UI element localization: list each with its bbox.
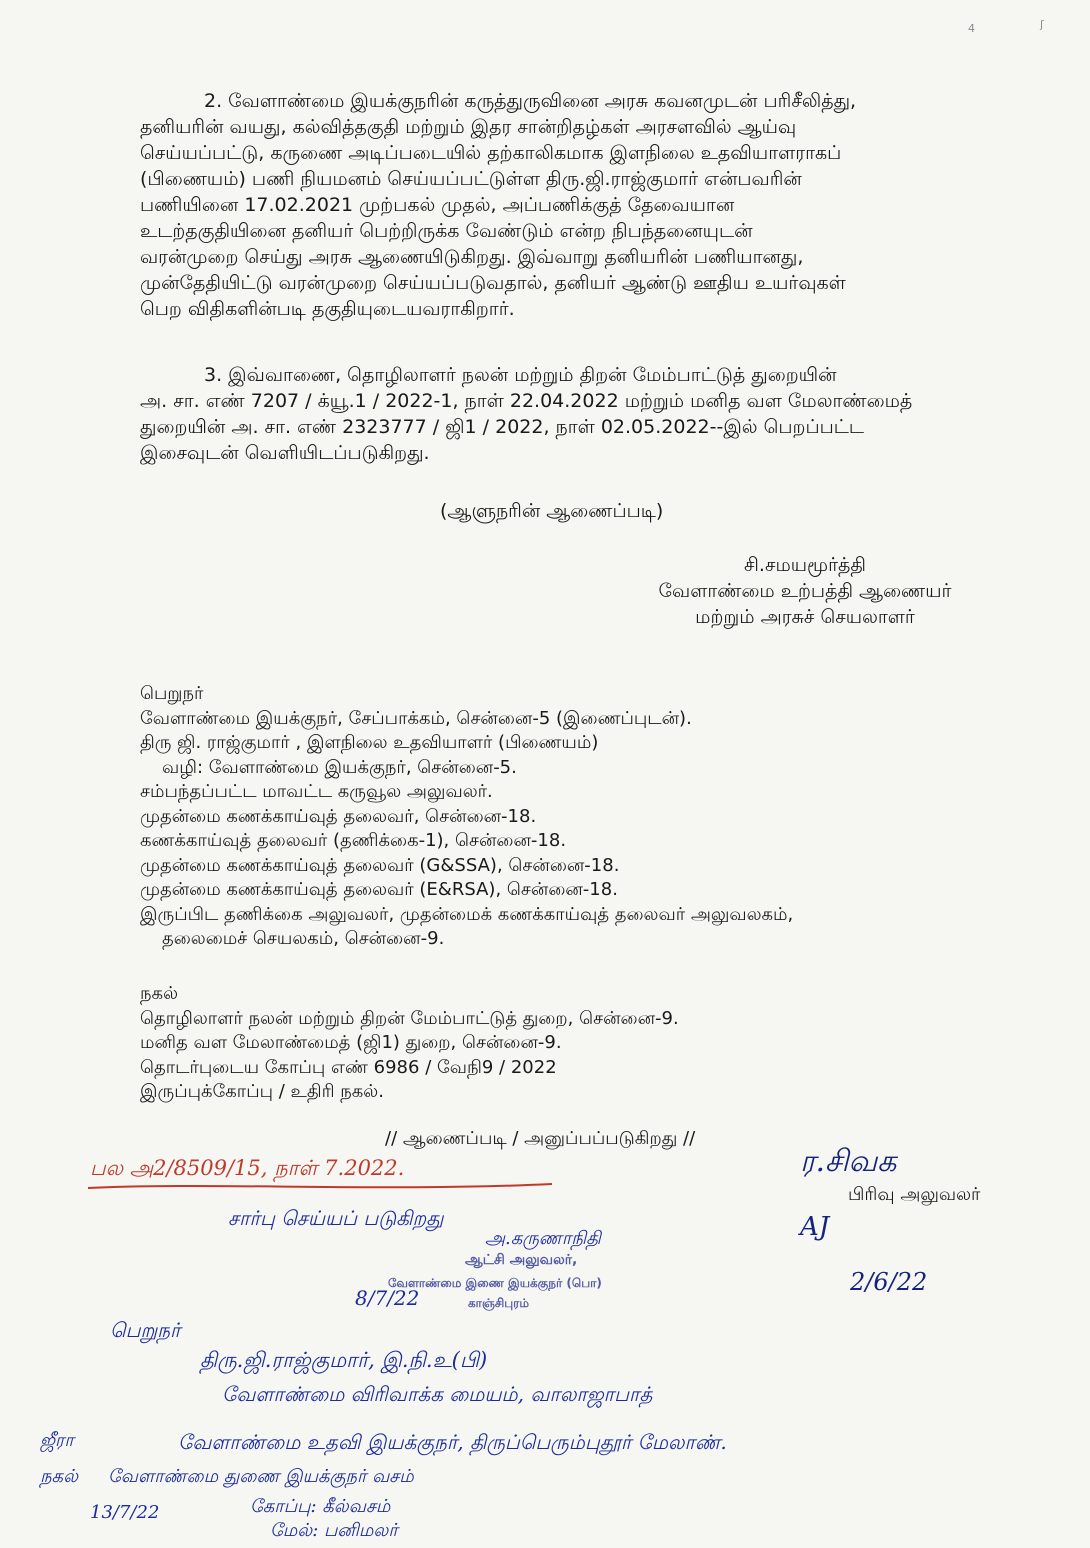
stamp-line: வேளாண்மை இணை இயக்குநர் (பொ) xyxy=(388,1276,602,1290)
signatory-block xyxy=(600,552,1010,630)
para-line: வரன்முறை செய்து அரசு ஆணையிடுகிறது. இவ்வாறு தனியரின் பணியானது, xyxy=(140,246,804,268)
paragraph-3 xyxy=(140,362,1010,466)
list-item: மனித வள மேலாண்மைத் (ஜி1) துறை, சென்னை-9. xyxy=(140,1032,562,1053)
list-item: முதன்மை கணக்காய்வுத் தலைவர் (E&RSA), சென்னை-18. xyxy=(140,879,618,900)
para-line: தனியரின் வயது, கல்வித்தகுதி மற்றும் இதர சான்றிதழ்கள் அரசளவில் ஆய்வு xyxy=(140,116,797,138)
signatory-designation-2: மற்றும் அரசுச் செயலாளர் xyxy=(695,606,915,628)
governor-order: (ஆளுநரின் ஆணைப்படி) xyxy=(440,500,664,522)
list-item: வேளாண்மை இயக்குநர், சேப்பாக்கம், சென்னை-5 (இணைப்புடன்). xyxy=(140,707,692,729)
list-item: திரு ஜி. ராஜ்குமார் , இளநிலை உதவியாளர் (பிணையம்) xyxy=(140,732,599,753)
para-line: 2. வேளாண்மை இயக்குநரின் கருத்துருவினை அரசு கவனமுடன் பரிசீலித்து, xyxy=(204,90,857,112)
stamp-line: ஆட்சி அலுவலர், xyxy=(465,1252,578,1268)
para-line: அ. சா. எண் 7207 / க்யூ.1 / 2022-1, நாள் 22.04.2022 மற்றும் மனித வள மேலாண்மைத் xyxy=(140,390,913,412)
handwritten-line: திரு.ஜி.ராஜ்குமார், இ.நி.உ(பி) xyxy=(200,1348,488,1372)
list-item: இருப்பிட தணிக்கை அலுவலர், முதன்மைக் கணக்காய்வுத் தலைவர் அலுவலகம், xyxy=(140,903,794,925)
section-officer-title: பிரிவு அலுவலர் xyxy=(848,1184,981,1205)
handwritten-signature: அ.கருணாநிதி xyxy=(485,1228,601,1249)
para-line: பெற விதிகளின்படி தகுதியுடையவராகிறார். xyxy=(140,298,515,320)
copy-heading: நகல் xyxy=(140,983,179,1004)
handwritten-date: 8/7/22 xyxy=(355,1286,420,1310)
margin-note: நகல் xyxy=(40,1466,79,1487)
list-item: கணக்காய்வுத் தலைவர் (தணிக்கை-1), சென்னை-18. xyxy=(140,830,567,851)
para-line: இசைவுடன் வெளியிடப்படுகிறது. xyxy=(140,442,430,464)
list-item: தொழிலாளர் நலன் மற்றும் திறன் மேம்பாட்டுத் துறை, சென்னை-9. xyxy=(140,1007,679,1029)
copy-list xyxy=(140,982,1010,1105)
recipients-list xyxy=(140,682,1010,952)
reference-underline xyxy=(86,1180,556,1194)
handwritten-note: சார்பு செய்யப் படுகிறது xyxy=(228,1206,444,1230)
section-officer-mark: AJ xyxy=(800,1212,830,1242)
handwritten-line: மேல்: பனிமலர் xyxy=(270,1520,398,1541)
list-item: தொடர்புடைய கோப்பு எண் 6986 / வேநி9 / 2022 xyxy=(140,1056,557,1078)
section-officer-date: 2/6/22 xyxy=(850,1268,928,1296)
handwritten-line: வேளாண்மை துணை இயக்குநர் வசம் xyxy=(108,1466,414,1487)
para-line: (பிணையம்) பணி நியமனம் செய்யப்பட்டுள்ள திரு.ஜி.ராஜ்குமார் என்பவரின் xyxy=(140,168,802,190)
para-line: பணியினை 17.02.2021 முற்பகல் முதல், அப்பணிக்குத் தேவையான xyxy=(140,194,735,216)
paragraph-2 xyxy=(140,88,1010,322)
signatory-designation: வேளாண்மை உற்பத்தி ஆணையர் xyxy=(658,580,952,602)
handwritten-initials-date: 13/7/22 xyxy=(90,1502,160,1523)
handwritten-line: வேளாண்மை உதவி இயக்குநர், திருப்பெரும்புதூர் மேலாண். xyxy=(178,1430,727,1454)
margin-note: ஜீரா xyxy=(40,1430,74,1451)
para-line: 3. இவ்வாணை, தொழிலாளர் நலன் மற்றும் திறன் மேம்பாட்டுத் துறையின் xyxy=(204,364,837,386)
signatory-name: சி.சமயமூர்த்தி xyxy=(744,554,866,576)
corner-mark: ʃ xyxy=(1040,18,1044,31)
stamp-line: காஞ்சிபுரம் xyxy=(468,1296,530,1310)
recipients-heading: பெறுநர் xyxy=(140,683,204,704)
forwarded-line: // ஆணைப்படி / அனுப்பப்படுகிறது // xyxy=(385,1128,696,1149)
list-item: வழி: வேளாண்மை இயக்குநர், சென்னை-5. xyxy=(162,756,517,778)
list-item: தலைமைச் செயலகம், சென்னை-9. xyxy=(162,928,445,949)
section-officer-signature: ர.சிவக xyxy=(800,1144,897,1179)
handwritten-line: கோப்பு: கீல்வசம் xyxy=(250,1496,391,1517)
list-item: முதன்மை கணக்காய்வுத் தலைவர் (G&SSA), சென்னை-18. xyxy=(140,854,620,876)
handwritten-receiver: பெறுநர் xyxy=(110,1318,181,1342)
list-item: இருப்புக்கோப்பு / உதிரி நகல். xyxy=(140,1081,384,1102)
para-line: துறையின் அ. சா. எண் 2323777 / ஜி1 / 2022, நாள் 02.05.2022--இல் பெறப்பட்ட xyxy=(140,416,865,438)
para-line: முன்தேதியிட்டு வரன்முறை செய்யப்படுவதால், தனியர் ஆண்டு ஊதிய உயர்வுகள் xyxy=(140,272,846,294)
para-line: செய்யப்பட்டு, கருணை அடிப்படையில் தற்காலிகமாக இளநிலை உதவியாளராகப் xyxy=(140,142,842,164)
list-item: முதன்மை கணக்காய்வுத் தலைவர், சென்னை-18. xyxy=(140,805,537,827)
handwritten-line: வேளாண்மை விரிவாக்க மையம், வாலாஜாபாத் xyxy=(222,1382,653,1406)
corner-mark: 4 xyxy=(968,22,975,35)
handwritten-reference: பல அ2/8509/15, நாள் 7.2022. xyxy=(90,1156,405,1180)
para-line: உடற்தகுதியினை தனியர் பெற்றிருக்க வேண்டும் என்ற நிபந்தனையுடன் xyxy=(140,220,753,242)
list-item: சம்பந்தப்பட்ட மாவட்ட கருவூல அலுவலர். xyxy=(140,781,493,802)
